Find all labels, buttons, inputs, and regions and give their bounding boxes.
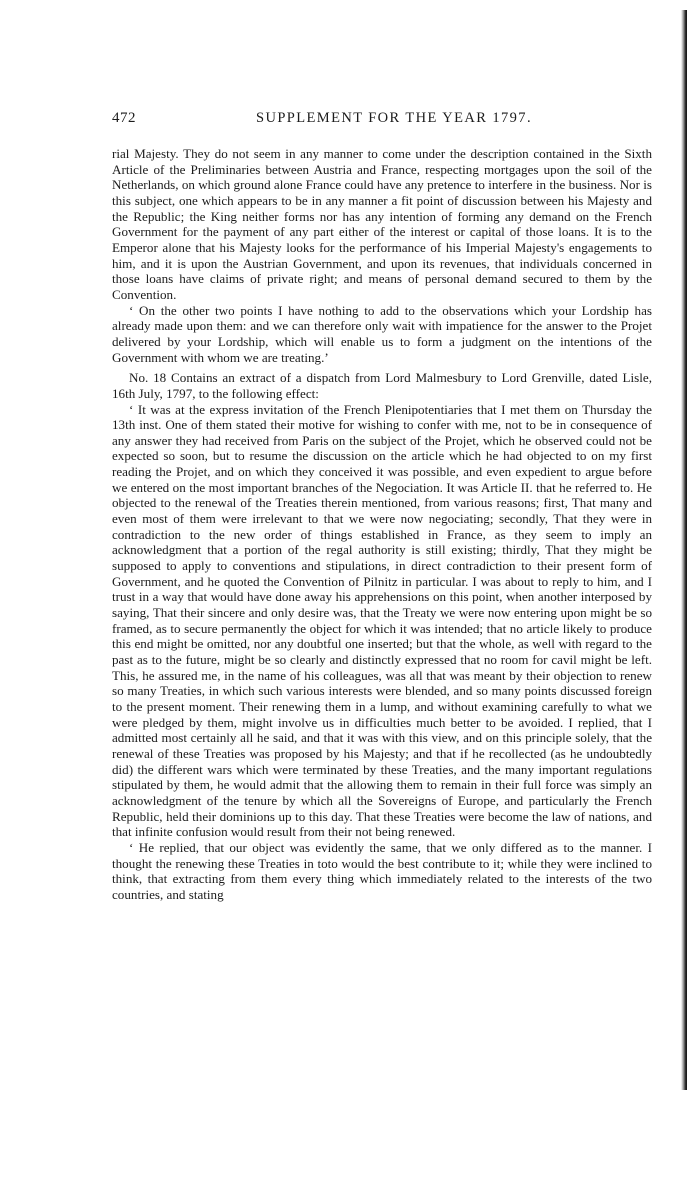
running-title: SUPPLEMENT FOR THE YEAR 1797. <box>256 110 532 126</box>
paragraph: ‘ It was at the express invitation of the French Plenipotentiaries that I met them on Thursday the 13th inst. One of them stated their motive for wishing to confer with me, not to be in consequence of any answer they had received from Paris on the subject of the Projet, which he observed could not be expected so soon, but to resume the discussion on the article which he had objected to on my first reading the Projet, and on which they conceived it was possible, and even expedient to argue before we entered on the most important branches of the Negociation. It was Article II. that he referred to. He objected to the renewal of the Treaties therein mentioned, from various reasons; first, That many and even most of them were irrelevant to that we were now negociating; secondly, That they were in contradiction to the new order of things established in France, as they seem to imply an acknowledgment that a portion of the regal authority is still existing; thirdly, That they might be supposed to apply to conventions and stipulations, in direct contradiction to their present form of Government, and he quoted the Convention of Pilnitz in particular. I was about to reply to him, and I trust in a way that would have done away his apprehensions on this point, when another interposed by saying, That their sincere and only desire was, that the Treaty we were now entering upon might be so framed, as to secure permanently the object for which it was intended; that no article likely to produce this end might be omitted, nor any doubtful one inserted; but that the whole, as well with regard to the past as to the future, might be so clearly and distinctly expressed that no room for cavil might be left. This, he assured me, in the name of his colleagues, was all that was meant by their objection to renew so many Treaties, in which such various interests were blended, and so many points discussed foreign to the present moment. Their renewing them in a lump, and without examining carefully to what we were pledged by them, might involve us in difficulties much better to be avoided. I replied, that I admitted most certainly all he said, and that it was with this view, and on this principle solely, that the renewal of these Treaties was proposed by his Majesty; and that if he recollected (as he undoubtedly did) the different wars which were terminated by these Treaties, and the many important regulations stipulated by them, he would admit that the allowing them to remain in their full force was simply an acknowledgment of the tenure by which all the Sovereigns of Europe, and particularly the French Republic, held their dominions up to this day. That these Treaties were become the law of nations, and that infinite confusion would result from their not being renewed. <box>112 401 652 840</box>
body-text <box>112 146 652 903</box>
page-number: 472 <box>112 110 136 126</box>
page-edge-shadow <box>681 10 687 1090</box>
paragraph: rial Majesty. They do not seem in any manner to come under the description contained in the Sixth Article of the Preliminaries between Austria and France, respecting mortgages upon the soil of the Netherlands, on which ground alone France could have any pretence to interfere in the business. Nor is this subject, one which appears to be in any manner a fit point of discussion between his Majesty and the Republic; the King neither forms nor has any intention of forming any demand on the French Government for the payment of any part either of the interest or capital of those loans. It is to the Emperor alone that his Majesty looks for the performance of his Imperial Majesty's engagements to him, and it is upon the Austrian Government, and upon its revenues, that individuals concerned in those loans have claims of private right; and means of personal demand secured to them by the Convention. <box>112 146 652 302</box>
paragraph: ‘ He replied, that our object was evidently the same, that we only differed as to the manner. I thought the renewing these Treaties in toto would the best contribute to it; while they were inclined to think, that extracting from them every thing which immediately related to the interests of the two countries, and stating <box>112 839 652 902</box>
paragraph: ‘ On the other two points I have nothing to add to the observations which your Lordship has already made upon them: and we can therefore only wait with impatience for the answer to the Projet delivered by your Lordship, which will enable us to form a judgment on the intentions of the Government with whom we are treating.’ <box>112 302 652 365</box>
paragraph: No. 18 Contains an extract of a dispatch from Lord Malmesbury to Lord Grenville, dated Lisle, 16th July, 1797, to the following effect: <box>112 370 652 401</box>
page-header <box>112 110 652 130</box>
